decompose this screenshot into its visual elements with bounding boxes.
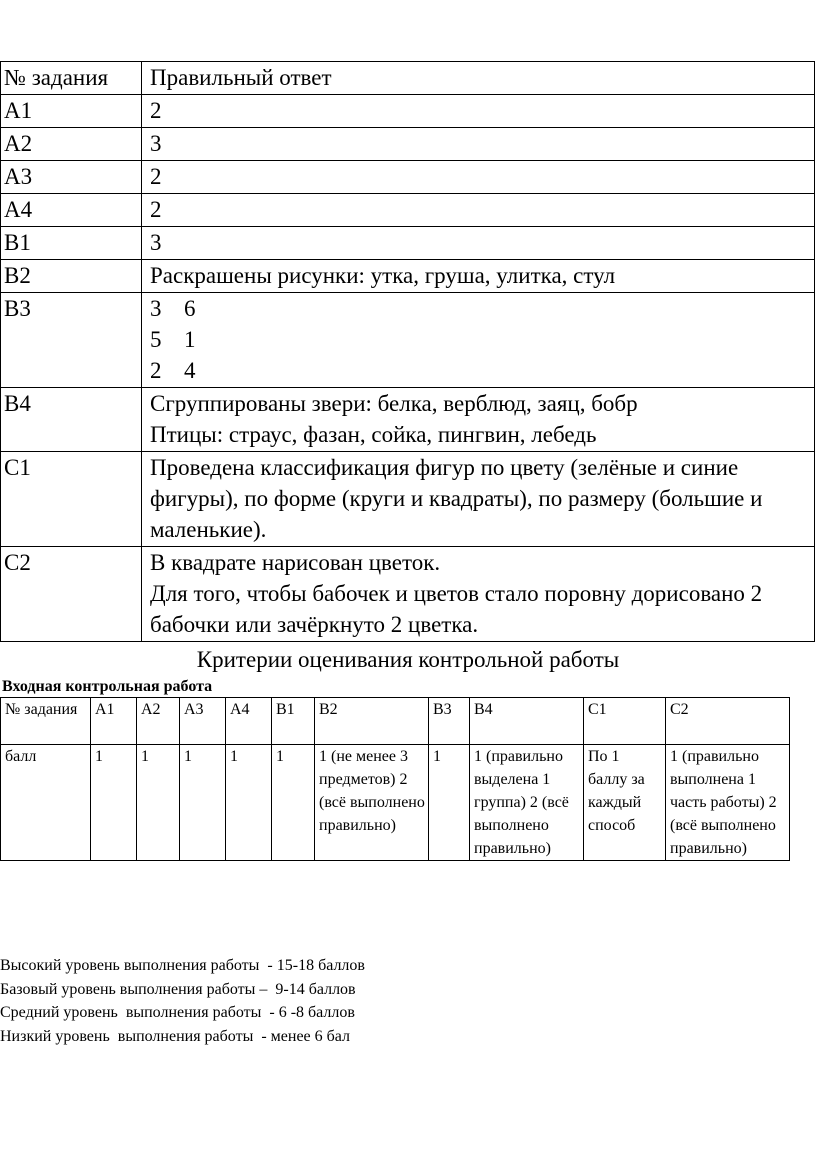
scoring-row (1, 745, 790, 861)
task-id: А3 (1, 161, 142, 194)
header-cell: № задания (1, 698, 91, 745)
answer-line: В квадрате нарисован цветок. (150, 550, 441, 575)
task-answer: 3 (142, 227, 815, 260)
task-answer: 2 (142, 95, 815, 128)
task-answer (142, 388, 815, 452)
header-cell: А3 (180, 698, 226, 745)
pair-left: 3 (150, 296, 162, 321)
answers-table (0, 61, 815, 642)
table-row (1, 128, 815, 161)
header-correct-answer: Правильный ответ (142, 62, 815, 95)
pair-right: 4 (184, 358, 196, 383)
header-cell: С2 (666, 698, 790, 745)
header-cell: С1 (584, 698, 666, 745)
score-cell: 1 (429, 745, 470, 861)
task-id: А2 (1, 128, 142, 161)
criteria-title: Критерии оценивания контрольной работы (196, 647, 620, 672)
score-cell: 1 (91, 745, 137, 861)
task-id: В4 (1, 388, 142, 452)
score-cell: 1 (не менее 3 предметов) 2 (всё выполнено правильно) (315, 745, 429, 861)
header-task-number: № задания (1, 62, 142, 95)
level-low: Низкий уровень выполнения работы - менее 6 бал (0, 1027, 351, 1045)
table-row (1, 194, 815, 227)
task-answer: 2 (142, 161, 815, 194)
score-cell: 1 (226, 745, 272, 861)
score-cell: балл (1, 745, 91, 861)
score-cell: 1 (137, 745, 180, 861)
table-row (1, 161, 815, 194)
pair-right: 6 (184, 296, 196, 321)
scoring-header-row (1, 698, 790, 745)
header-cell: А1 (91, 698, 137, 745)
scoring-table (0, 697, 790, 861)
task-id: В2 (1, 260, 142, 293)
score-cell: 1 (272, 745, 315, 861)
task-answer (142, 547, 815, 642)
answer-pair (150, 293, 810, 324)
pair-left: 2 (150, 358, 162, 383)
header-cell: А2 (137, 698, 180, 745)
task-id: А4 (1, 194, 142, 227)
header-cell: А4 (226, 698, 272, 745)
level-basic: Базовый уровень выполнения работы – 9-14 баллов (0, 980, 356, 998)
criteria-subtitle: Входная контрольная работа (2, 678, 213, 695)
score-cell: 1 (правильно выполнена 1 часть работы) 2 (всё выполнено правильно) (666, 745, 790, 861)
answer-line: Для того, чтобы бабочек и цветов стало поровну дорисовано 2 бабочки или зачёркнуто 2 цветка. (150, 581, 763, 637)
task-answer: 2 (142, 194, 815, 227)
score-cell: По 1 баллу за каждый способ (584, 745, 666, 861)
performance-levels (0, 954, 365, 1048)
level-medium: Средний уровень выполнения работы - 6 -8 баллов (0, 1004, 355, 1021)
task-id: С1 (1, 452, 142, 547)
pair-left: 5 (150, 327, 162, 352)
task-id: А1 (1, 95, 142, 128)
answer-line: Птицы: страус, фазан, сойка, пингвин, лебедь (150, 422, 597, 447)
table-row (1, 260, 815, 293)
table-row (1, 547, 815, 642)
pair-right: 1 (184, 327, 196, 352)
table-row (1, 388, 815, 452)
answer-pair (150, 355, 810, 386)
header-cell: В2 (315, 698, 429, 745)
task-answer: Раскрашены рисунки: утка, груша, улитка, стул (142, 260, 815, 293)
header-cell: В3 (429, 698, 470, 745)
task-answer: Проведена классификация фигур по цвету (зелёные и синие фигуры), по форме (круги и квадраты), по размеру (большие и маленькие). (142, 452, 815, 547)
answer-pair (150, 324, 810, 355)
task-id: В1 (1, 227, 142, 260)
task-id: С2 (1, 547, 142, 642)
answer-line: Сгруппированы звери: белка, верблюд, заяц, бобр (150, 391, 638, 416)
level-high: Высокий уровень выполнения работы - 15-18 баллов (0, 957, 365, 974)
task-answer: 3 (142, 128, 815, 161)
table-row (1, 452, 815, 547)
table-row (1, 293, 815, 388)
table-row (1, 227, 815, 260)
task-answer-pairs (142, 293, 815, 388)
score-cell: 1 (180, 745, 226, 861)
table-row (1, 95, 815, 128)
task-id: В3 (1, 293, 142, 388)
answers-header-row (1, 62, 815, 95)
header-cell: В4 (470, 698, 584, 745)
header-cell: В1 (272, 698, 315, 745)
score-cell: 1 (правильно выделена 1 группа) 2 (всё выполнено правильно) (470, 745, 584, 861)
